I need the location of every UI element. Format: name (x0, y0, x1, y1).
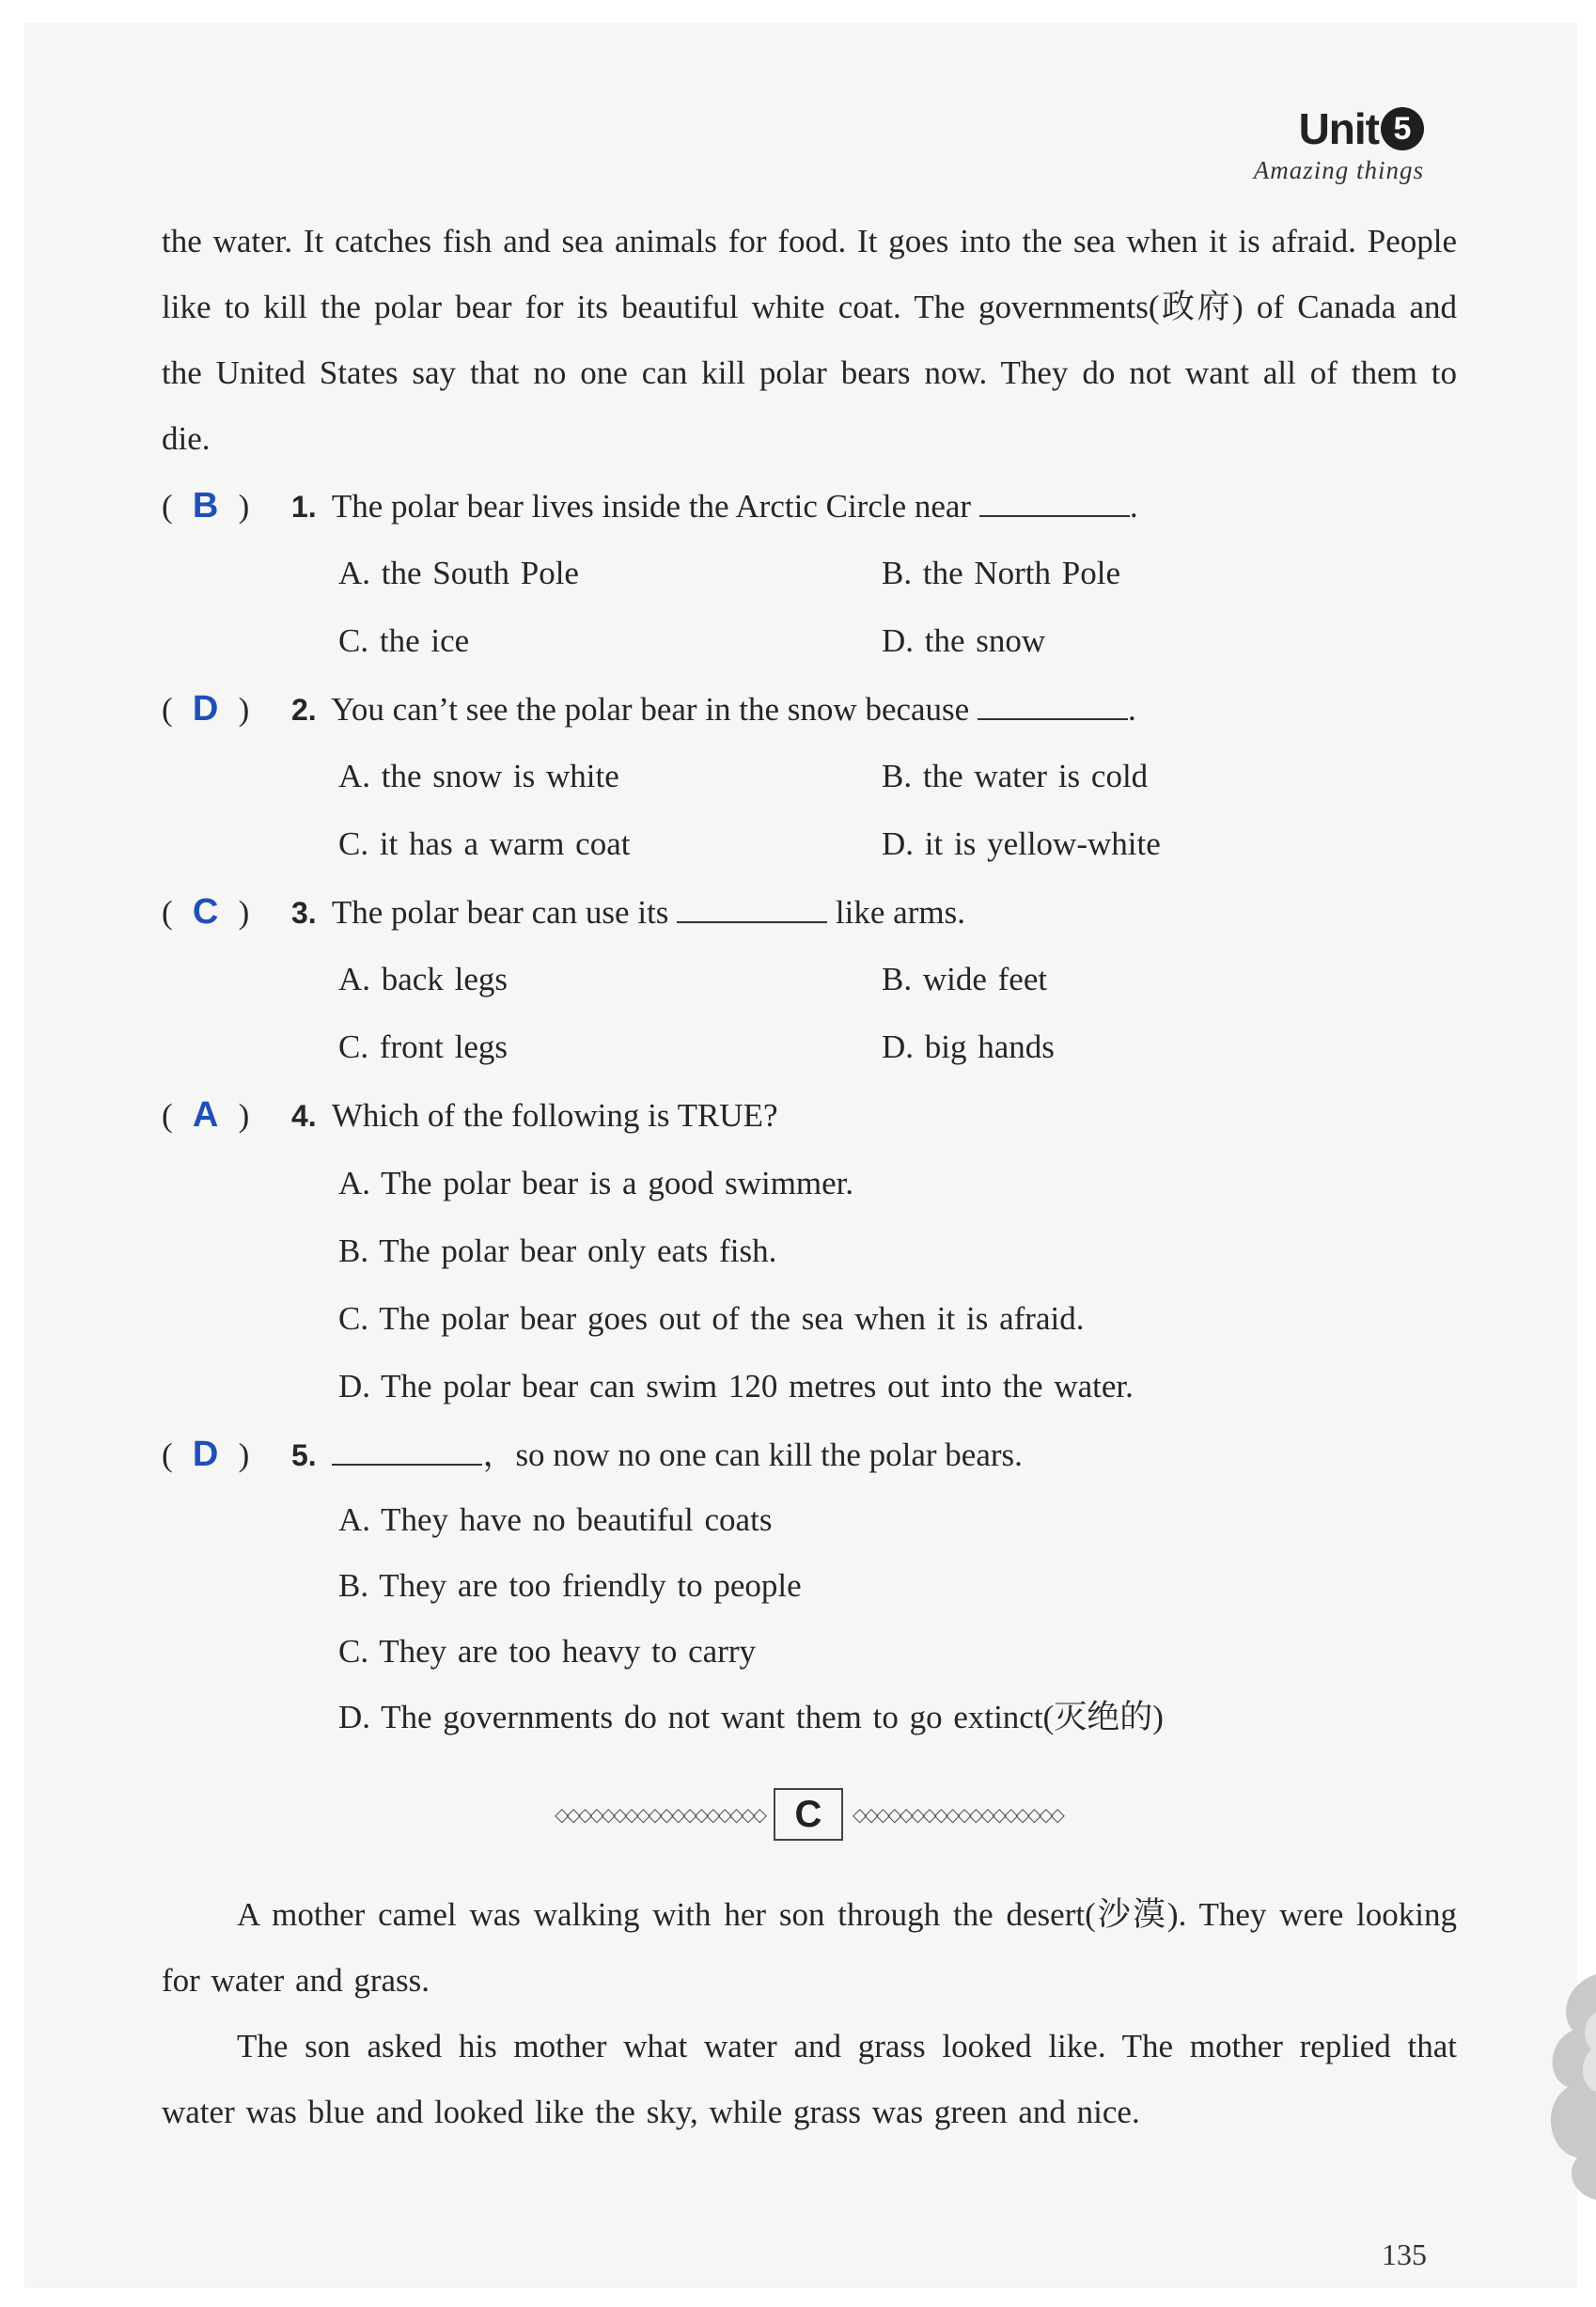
question-1 (162, 484, 1478, 528)
unit-header (1254, 103, 1424, 185)
answer-bracket: ( B ) (162, 486, 250, 526)
option-b: B. wide feet (882, 961, 1048, 997)
answer-bracket: ( D ) (162, 689, 250, 729)
answer-letter: D (192, 689, 219, 729)
option-c: C. the ice (338, 622, 470, 659)
question-stem: Which of the following is TRUE? (331, 1097, 778, 1134)
answer-letter: B (192, 486, 219, 526)
question-stem-end: ，so now no one can kill the polar bears. (482, 1436, 1023, 1473)
option-c: C. it has a warm coat (338, 825, 631, 862)
question-3 (162, 890, 1478, 934)
question-stem: The polar bear can use its (331, 894, 669, 931)
option-b: B. the North Pole (882, 555, 1120, 591)
question-stem: You can’t see the polar bear in the snow because (331, 691, 970, 728)
answer-bracket: ( C ) (162, 892, 250, 932)
diamond-border-right: ◇◇◇◇◇◇◇◇◇◇◇◇◇◇◇◇◇◇ (853, 1803, 1062, 1826)
question-number: 2. (291, 693, 317, 727)
question-4 (162, 1093, 1478, 1138)
question-number: 5. (291, 1438, 317, 1472)
answer-blank (332, 1436, 482, 1466)
question-stem-end: . (1129, 488, 1138, 525)
question-number: 3. (291, 896, 317, 930)
diamond-border-left: ◇◇◇◇◇◇◇◇◇◇◇◇◇◇◇◇◇◇ (555, 1803, 764, 1826)
answer-blank (979, 487, 1130, 517)
section-label: C (774, 1788, 843, 1841)
option-b: B. The polar bear only eats fish. (338, 1232, 777, 1269)
question-2 (162, 687, 1478, 731)
page-number: 135 (1382, 2237, 1427, 2271)
option-d: D. The polar bear can swim 120 metres out into the water. (338, 1368, 1134, 1405)
option-c: C. The polar bear goes out of the sea when it is afraid. (338, 1300, 1085, 1337)
option-c: C. They are too heavy to carry (338, 1633, 756, 1670)
option-d: D. the snow (882, 622, 1046, 659)
option-a: A. The polar bear is a good swimmer. (338, 1165, 854, 1201)
answer-letter: A (192, 1095, 219, 1135)
option-d: D. The governments do not want them to go extinct(灭绝的) (338, 1699, 1164, 1735)
option-b: B. the water is cold (882, 758, 1149, 794)
unit-subtitle: Amazing things (1253, 156, 1424, 184)
question-stem: The polar bear lives inside the Arctic Circle near (331, 488, 972, 525)
question-5 (162, 1433, 1478, 1477)
option-d: D. big hands (882, 1028, 1055, 1065)
option-a: A. the snow is white (338, 758, 619, 794)
passage-c (162, 1882, 1457, 2145)
option-a: A. the South Pole (338, 555, 579, 591)
question-stem-end: like arms. (835, 894, 965, 931)
unit-label: Unit (1298, 104, 1379, 153)
answer-bracket: ( D ) (162, 1435, 250, 1474)
option-c: C. front legs (338, 1028, 509, 1065)
answer-blank (978, 690, 1128, 720)
option-a: A. They have no beautiful coats (338, 1501, 773, 1538)
passage-b-ending (162, 209, 1457, 472)
question-number: 1. (291, 490, 317, 524)
unit-number-badge: 5 (1381, 107, 1424, 150)
passage-c-paragraph-2: The son asked his mother what water and grass looked like. The mother replied that water was blue and looked like the sky, while grass was green and nice. (162, 2028, 1457, 2130)
question-stem-end: . (1127, 691, 1136, 728)
answer-letter: C (192, 892, 219, 932)
cloud-ornament-icon (1530, 1974, 1596, 2200)
section-divider (498, 1786, 1119, 1843)
answer-letter: D (192, 1435, 219, 1474)
answer-blank (677, 893, 827, 923)
option-a: A. back legs (338, 961, 508, 997)
option-d: D. it is yellow-white (882, 825, 1161, 862)
passage-b-text: the water. It catches fish and sea animals for food. It goes into the sea when it is afraid. People like to kill the polar bear for its beautiful white coat. The governments(政府) of Canada and the United States say that no one can kill polar bears now. They do not want all of them to die. (162, 223, 1457, 457)
passage-c-paragraph-1: A mother camel was walking with her son through the desert(沙漠). They were looking for water and grass. (162, 1896, 1457, 1999)
option-b: B. They are too friendly to people (338, 1567, 802, 1604)
question-number: 4. (291, 1099, 317, 1133)
answer-bracket: ( A ) (162, 1095, 250, 1135)
